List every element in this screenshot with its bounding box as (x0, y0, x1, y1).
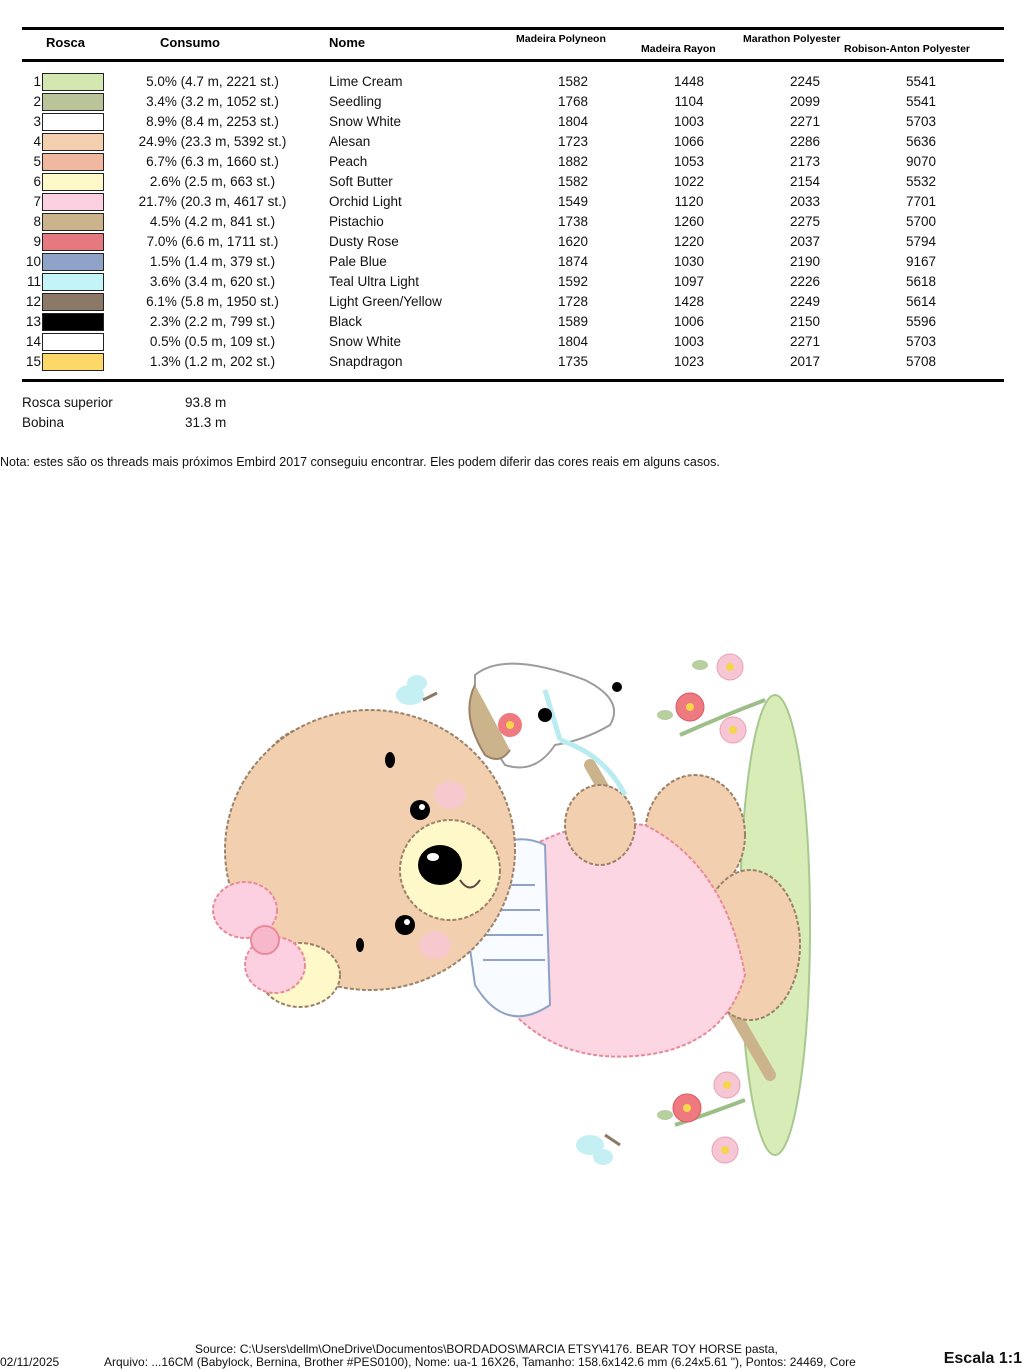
robison-anton-polyester-cell: 5703 (905, 114, 937, 129)
thread-name-cell: Teal Ultra Light (329, 274, 420, 289)
madeira-rayon-cell: 1097 (673, 274, 705, 289)
robison-anton-polyester-cell: 5703 (905, 334, 937, 349)
consumption-cell: 2.6% (2.5 m, 663 st.) (149, 174, 276, 189)
consumption-cell: 6.7% (6.3 m, 1660 st.) (146, 154, 279, 169)
thread-index: 9 (33, 234, 41, 249)
consumption-cell: 3.6% (3.4 m, 620 st.) (149, 274, 276, 289)
madeira-rayon-cell: 1003 (673, 114, 705, 129)
embroidery-design-preview (205, 645, 815, 1190)
color-swatch (42, 193, 104, 211)
table-row (0, 152, 1024, 172)
madeira-polyneon-cell: 1738 (557, 214, 589, 229)
table-row (0, 92, 1024, 112)
madeira-rayon-cell: 1066 (673, 134, 705, 149)
consumption-cell: 4.5% (4.2 m, 841 st.) (149, 214, 276, 229)
header-madeira-polyneon: Madeira Polyneon (516, 33, 606, 45)
table-row (0, 332, 1024, 352)
teddy-bear-hobby-horse-illustration (205, 645, 815, 1190)
thread-name-cell: Black (329, 314, 363, 329)
madeira-polyneon-cell: 1592 (557, 274, 589, 289)
header-rosca: Rosca (46, 35, 86, 50)
thread-index: 2 (33, 94, 41, 109)
header-robison-anton-polyester: Robison-Anton Polyester (844, 43, 971, 55)
consumption-cell: 0.5% (0.5 m, 109 st.) (149, 334, 276, 349)
madeira-polyneon-cell: 1728 (557, 294, 589, 309)
marathon-polyester-cell: 2037 (789, 234, 821, 249)
madeira-polyneon-cell: 1549 (557, 194, 589, 209)
thread-index: 1 (33, 74, 41, 89)
thread-match-note: Nota: estes são os threads mais próximos Embird 2017 conseguiu encontrar. Eles podem diferir das cores reais em alguns casos. (0, 455, 720, 469)
consumption-cell: 1.5% (1.4 m, 379 st.) (149, 254, 276, 269)
thread-name-cell: Seedling (329, 94, 382, 109)
madeira-rayon-cell: 1023 (673, 354, 705, 369)
color-swatch (42, 73, 104, 91)
marathon-polyester-cell: 2286 (789, 134, 821, 149)
thread-name-cell: Snow White (329, 334, 402, 349)
thread-name-cell: Lime Cream (329, 74, 403, 89)
madeira-polyneon-cell: 1882 (557, 154, 589, 169)
madeira-polyneon-cell: 1804 (557, 114, 589, 129)
marathon-polyester-cell: 2226 (789, 274, 821, 289)
thread-index: 6 (33, 174, 41, 189)
color-swatch (42, 93, 104, 111)
marathon-polyester-cell: 2271 (789, 114, 821, 129)
thread-name-cell: Alesan (329, 134, 371, 149)
madeira-rayon-cell: 1022 (673, 174, 705, 189)
table-header-rule (22, 59, 1004, 62)
table-row (0, 292, 1024, 312)
butterfly-bottom (576, 1135, 620, 1165)
thread-index: 4 (33, 134, 41, 149)
madeira-rayon-cell: 1428 (673, 294, 705, 309)
robison-anton-polyester-cell: 7701 (905, 194, 937, 209)
color-swatch (42, 133, 104, 151)
table-row (0, 192, 1024, 212)
madeira-polyneon-cell: 1735 (557, 354, 589, 369)
madeira-rayon-cell: 1120 (674, 194, 704, 209)
marathon-polyester-cell: 2275 (789, 214, 821, 229)
robison-anton-polyester-cell: 9167 (905, 254, 937, 269)
robison-anton-polyester-cell: 5532 (905, 174, 937, 189)
thread-index: 10 (25, 254, 41, 269)
color-swatch (42, 113, 104, 131)
madeira-rayon-cell: 1053 (673, 154, 705, 169)
consumption-cell: 1.3% (1.2 m, 202 st.) (149, 354, 276, 369)
table-row (0, 272, 1024, 292)
table-row (0, 172, 1024, 192)
table-row (0, 72, 1024, 92)
robison-anton-polyester-cell: 5708 (905, 354, 937, 369)
consumption-cell: 2.3% (2.2 m, 799 st.) (149, 314, 276, 329)
table-row (0, 212, 1024, 232)
scale-label: Escala 1:1 (943, 1350, 1022, 1367)
thread-name-cell: Snow White (329, 114, 402, 129)
marathon-polyester-cell: 2150 (789, 314, 821, 329)
thread-name-cell: Light Green/Yellow (329, 294, 442, 309)
color-swatch (42, 313, 104, 331)
consumption-cell: 5.0% (4.7 m, 2221 st.) (146, 74, 279, 89)
robison-anton-polyester-cell: 5596 (905, 314, 937, 329)
madeira-polyneon-cell: 1768 (557, 94, 589, 109)
flower-cluster-bottom (657, 1072, 745, 1163)
marathon-polyester-cell: 2033 (789, 194, 821, 209)
madeira-rayon-cell: 1448 (673, 74, 705, 89)
robison-anton-polyester-cell: 5794 (905, 234, 937, 249)
thread-name-cell: Peach (329, 154, 368, 169)
header-marathon-polyester: Marathon Polyester (743, 33, 841, 45)
thread-name-cell: Soft Butter (329, 174, 393, 189)
table-top-rule (22, 27, 1004, 30)
color-swatch (42, 153, 104, 171)
consumption-cell: 6.1% (5.8 m, 1950 st.) (146, 294, 279, 309)
footer-source-path: Source: C:\Users\dellm\OneDrive\Documentos\BORDADOS\MARCIA ETSY\4176. BEAR TOY HORSE pasta, (195, 1342, 778, 1356)
madeira-rayon-cell: 1104 (674, 94, 704, 109)
marathon-polyester-cell: 2190 (789, 254, 821, 269)
madeira-rayon-cell: 1030 (673, 254, 705, 269)
robison-anton-polyester-cell: 5541 (905, 74, 937, 89)
consumption-cell: 8.9% (8.4 m, 2253 st.) (146, 114, 279, 129)
madeira-polyneon-cell: 1589 (557, 314, 589, 329)
marathon-polyester-cell: 2099 (789, 94, 821, 109)
madeira-polyneon-cell: 1620 (557, 234, 589, 249)
table-row (0, 232, 1024, 252)
table-row (0, 352, 1024, 372)
madeira-rayon-cell: 1220 (673, 234, 705, 249)
thread-name-cell: Pistachio (329, 214, 384, 229)
color-swatch (42, 273, 104, 291)
madeira-rayon-cell: 1006 (673, 314, 705, 329)
consumption-cell: 24.9% (23.3 m, 5392 st.) (138, 134, 287, 149)
thread-name-cell: Orchid Light (329, 194, 402, 209)
bobbin-label: Bobina (22, 415, 65, 430)
consumption-cell: 21.7% (20.3 m, 4617 st.) (138, 194, 287, 209)
header-consumo: Consumo (160, 35, 220, 50)
marathon-polyester-cell: 2245 (789, 74, 821, 89)
marathon-polyester-cell: 2017 (789, 354, 821, 369)
table-row (0, 132, 1024, 152)
thread-index: 11 (26, 274, 41, 289)
madeira-polyneon-cell: 1723 (557, 134, 589, 149)
thread-index: 15 (25, 354, 41, 369)
marathon-polyester-cell: 2271 (789, 334, 821, 349)
madeira-polyneon-cell: 1874 (557, 254, 589, 269)
consumption-cell: 3.4% (3.2 m, 1052 st.) (146, 94, 279, 109)
thread-index: 5 (33, 154, 41, 169)
thread-index: 3 (33, 114, 41, 129)
marathon-polyester-cell: 2173 (789, 154, 821, 169)
thread-index: 8 (33, 214, 41, 229)
butterfly-top (396, 675, 437, 705)
madeira-rayon-cell: 1003 (673, 334, 705, 349)
color-swatch (42, 213, 104, 231)
table-row (0, 112, 1024, 132)
bobbin-value: 31.3 m (185, 415, 227, 430)
thread-name-cell: Dusty Rose (329, 234, 399, 249)
madeira-polyneon-cell: 1582 (557, 74, 589, 89)
robison-anton-polyester-cell: 9070 (905, 154, 937, 169)
color-swatch (42, 253, 104, 271)
table-row (0, 252, 1024, 272)
thread-index: 7 (33, 194, 41, 209)
color-swatch (42, 333, 104, 351)
color-swatch (42, 293, 104, 311)
table-bottom-rule (22, 379, 1004, 382)
thread-index: 14 (25, 334, 41, 349)
consumption-cell: 7.0% (6.6 m, 1711 st.) (146, 234, 279, 249)
thread-name-cell: Snapdragon (329, 354, 403, 369)
thread-index: 13 (25, 314, 41, 329)
table-row (0, 312, 1024, 332)
robison-anton-polyester-cell: 5614 (905, 294, 937, 309)
marathon-polyester-cell: 2154 (789, 174, 821, 189)
footer-file-info: Arquivo: ...16CM (Babylock, Bernina, Brother #PES0100), Nome: ua-1 16X26, Tamanho: 158.6x142.6 mm (6.24x5.61 "), Pontos: 24469, Core (104, 1355, 856, 1369)
thread-index: 12 (25, 294, 41, 309)
footer-date: 02/11/2025 (0, 1355, 60, 1369)
top-thread-value: 93.8 m (185, 395, 227, 410)
thread-name-cell: Pale Blue (329, 254, 387, 269)
header-nome: Nome (329, 35, 366, 50)
top-thread-label: Rosca superior (22, 395, 113, 410)
madeira-polyneon-cell: 1804 (557, 334, 589, 349)
color-swatch (42, 353, 104, 371)
robison-anton-polyester-cell: 5700 (905, 214, 937, 229)
robison-anton-polyester-cell: 5636 (905, 134, 937, 149)
robison-anton-polyester-cell: 5541 (905, 94, 937, 109)
robison-anton-polyester-cell: 5618 (905, 274, 937, 289)
madeira-rayon-cell: 1260 (673, 214, 705, 229)
madeira-polyneon-cell: 1582 (557, 174, 589, 189)
color-swatch (42, 173, 104, 191)
marathon-polyester-cell: 2249 (789, 294, 821, 309)
flower-cluster-top (657, 654, 765, 743)
header-madeira-rayon: Madeira Rayon (641, 43, 716, 55)
color-swatch (42, 233, 104, 251)
